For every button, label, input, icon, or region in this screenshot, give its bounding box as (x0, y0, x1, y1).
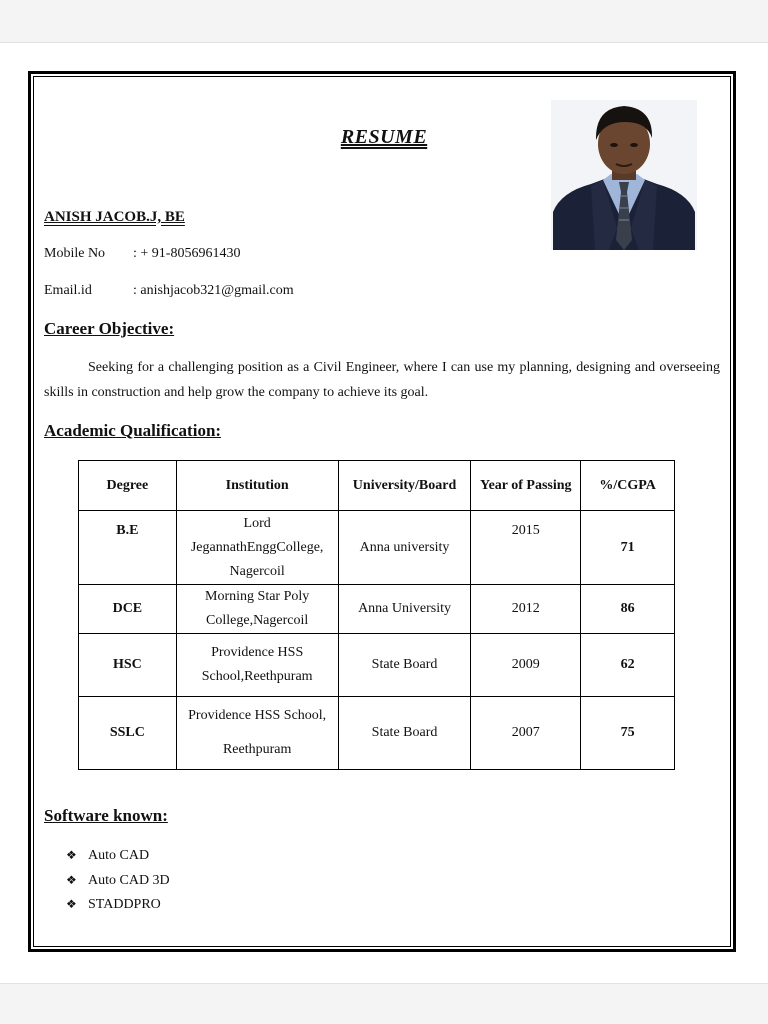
institution-cell: Providence HSS School,Reethpuram (176, 634, 338, 697)
diamond-bullet-icon: ❖ (66, 848, 77, 862)
score-cell: 62 (581, 634, 675, 697)
academic-qualification-table (78, 460, 675, 770)
degree-cell: HSC (79, 634, 177, 697)
list-item (66, 843, 170, 868)
degree-cell: DCE (79, 585, 177, 634)
resume-title: RESUME (340, 126, 428, 148)
academic-qualification-heading: Academic Qualification: (44, 421, 222, 440)
list-item (66, 868, 170, 893)
diamond-bullet-icon: ❖ (66, 897, 77, 911)
board-cell: Anna University (338, 585, 471, 634)
table-row (79, 585, 675, 634)
table-header-row (79, 461, 675, 511)
year-cell: 2015 (471, 511, 581, 585)
career-objective-heading: Career Objective: (44, 319, 175, 338)
score-cell: 75 (581, 697, 675, 770)
mobile-label: Mobile No (44, 246, 106, 261)
column-header-university: University/Board (338, 461, 471, 511)
candidate-name: ANISH JACOB.J, BE (44, 209, 185, 225)
degree-cell: SSLC (79, 697, 177, 770)
career-objective-text: Seeking for a challenging position as a Civil Engineer, where I can use my planning, designing and overseeing skills in construction and help grow the company to achieve its goal. (44, 360, 720, 400)
board-cell: State Board (338, 634, 471, 697)
software-known-heading: Software known: (44, 806, 168, 825)
mobile-value: : + 91-8056961430 (133, 246, 241, 261)
email-label: Email.id (44, 283, 92, 298)
institution-cell: Lord JegannathEnggCollege, Nagercoil (176, 511, 338, 585)
table-row (79, 511, 675, 585)
column-header-degree: Degree (79, 461, 177, 511)
email-value: : anishjacob321@gmail.com (133, 283, 294, 298)
year-cell: 2012 (471, 585, 581, 634)
profile-photo-image (551, 100, 697, 250)
year-cell: 2007 (471, 697, 581, 770)
software-item: Auto CAD 3D (88, 872, 170, 888)
list-item (66, 892, 170, 917)
software-item: STADDPRO (88, 897, 161, 912)
column-header-institution: Institution (176, 461, 338, 511)
institution-cell: Morning Star Poly College,Nagercoil (176, 585, 338, 634)
degree-cell: B.E (79, 511, 177, 585)
column-header-year: Year of Passing (471, 461, 581, 511)
table-row (79, 697, 675, 770)
diamond-bullet-icon: ❖ (66, 872, 77, 887)
year-cell: 2009 (471, 634, 581, 697)
institution-cell: Providence HSS School, Reethpuram (176, 697, 338, 770)
board-cell: Anna university (338, 511, 471, 585)
board-cell: State Board (338, 697, 471, 770)
table-row (79, 634, 675, 697)
profile-photo (551, 100, 697, 250)
column-header-cgpa: %/CGPA (581, 461, 675, 511)
score-cell: 71 (581, 511, 675, 585)
software-item: Auto CAD (88, 848, 150, 863)
score-cell: 86 (581, 585, 675, 634)
software-list (66, 843, 170, 917)
